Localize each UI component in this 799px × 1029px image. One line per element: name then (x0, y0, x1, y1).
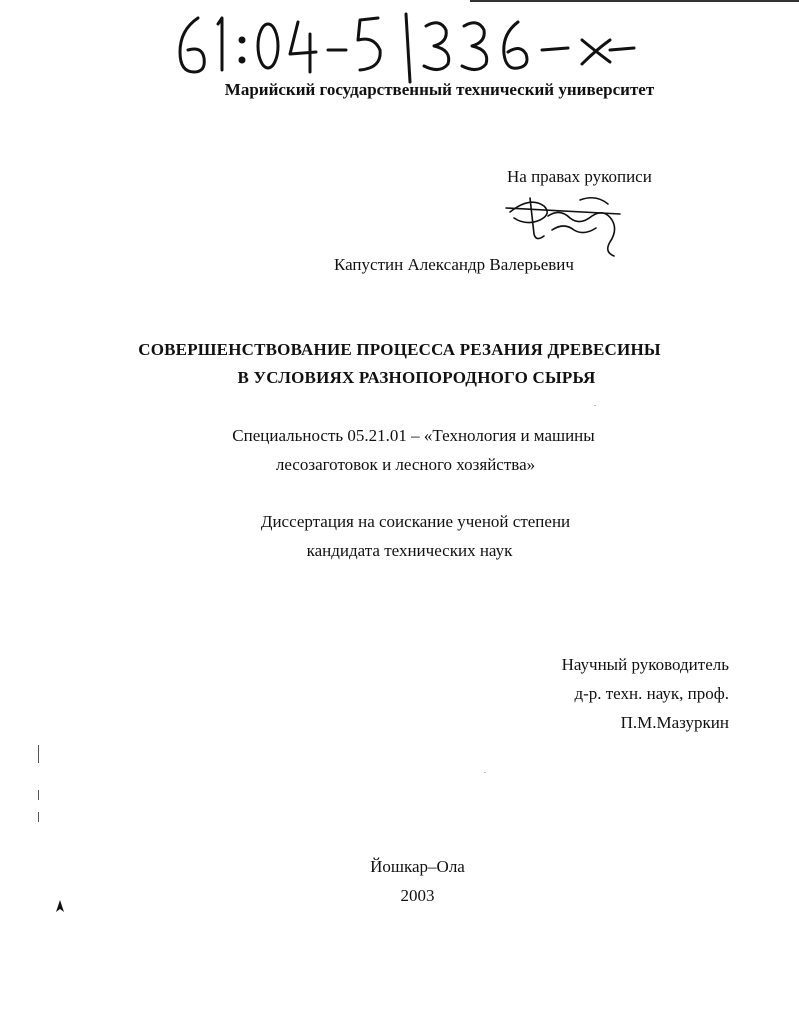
university-name: Марийский государственный технический университет (224, 80, 655, 99)
dissertation-degree-line-2: кандидата технических наук (306, 541, 513, 560)
scan-speck (594, 405, 596, 406)
author-name: Капустин Александр Валерьевич (334, 255, 574, 274)
dissertation-title-line-2: В УСЛОВИЯХ РАЗНОПОРОДНОГО СЫРЬЯ (237, 368, 596, 387)
supervisor-degree: д-р. техн. наук, проф. (574, 684, 729, 703)
scan-edge-line (470, 0, 799, 2)
city: Йошкар–Ола (370, 857, 465, 876)
handwritten-library-code (170, 10, 650, 90)
margin-mark (38, 790, 39, 800)
year: 2003 (400, 886, 435, 905)
supervisor-role: Научный руководитель (561, 655, 729, 674)
specialty-line-1: Специальность 05.21.01 – «Технология и машины (232, 426, 595, 445)
margin-mark (38, 745, 39, 763)
manuscript-note: На правах рукописи (507, 167, 652, 186)
author-signature (500, 190, 630, 260)
specialty-line-2: лесозаготовок и лесного хозяйства» (275, 455, 536, 474)
dissertation-degree-line-1: Диссертация на соискание ученой степени (260, 512, 571, 531)
margin-mark (38, 812, 39, 822)
dissertation-title-line-1: СОВЕРШЕНСТВОВАНИЕ ПРОЦЕССА РЕЗАНИЯ ДРЕВЕСИНЫ (138, 340, 661, 359)
scan-speck (484, 772, 486, 773)
supervisor-name: П.М.Мазуркин (620, 713, 729, 732)
